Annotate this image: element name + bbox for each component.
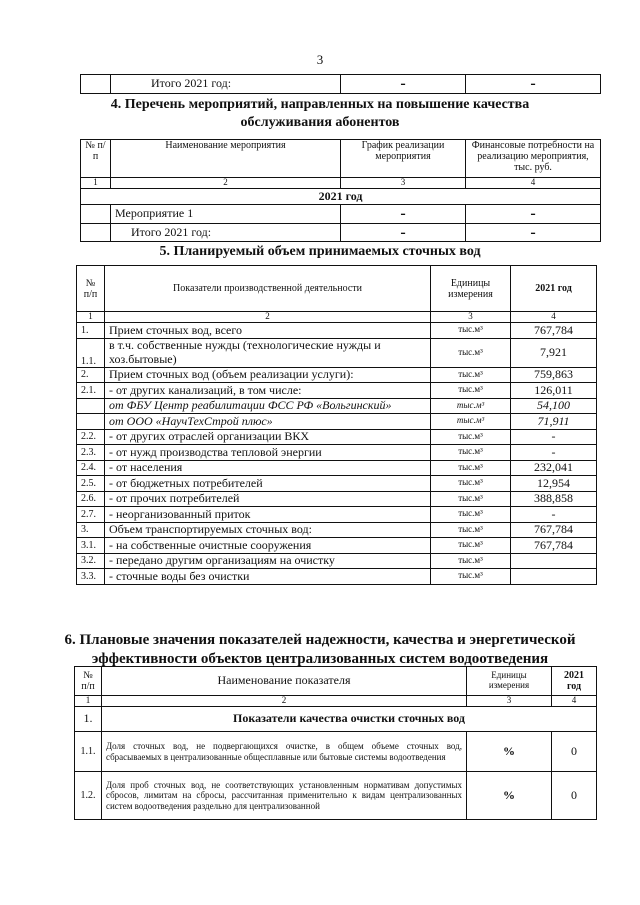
s5-colnum-1: 1: [77, 312, 105, 323]
s5-row-name: - от бюджетных потребителей: [105, 476, 431, 492]
s5-row: [77, 445, 597, 461]
s5-row-name: от ФБУ Центр реабилитации ФСС РФ «Вольгинский»: [105, 398, 431, 414]
s5-row-value: 71,911: [511, 414, 597, 430]
s5-row-value: 767,784: [511, 323, 597, 339]
s4-row-2-v1: -: [341, 223, 466, 242]
s5-row: [77, 323, 597, 339]
s5-row: [77, 460, 597, 476]
top-total-value-1: -: [341, 75, 466, 94]
s5-row-num: [77, 398, 105, 414]
s5-row: [77, 429, 597, 445]
s5-row-value: 767,784: [511, 522, 597, 538]
s5-row-value: 12,954: [511, 476, 597, 492]
s5-row-num: 2.4.: [77, 460, 105, 476]
section-6-table: [74, 666, 597, 820]
s5-row-num: 3.2.: [77, 553, 105, 569]
s5-row-value: 54,100: [511, 398, 597, 414]
page-number: 3: [316, 52, 324, 67]
s5-row-unit: тыс.м³: [431, 522, 511, 538]
s6-colnum-3: 3: [467, 696, 552, 707]
s5-row-value: 126,011: [511, 383, 597, 399]
section-6-heading-line-1: 6. Плановые значения показателей надежности, качества и энергетической: [64, 632, 576, 648]
s6-colnum-2: 2: [102, 696, 467, 707]
s6-header-name-text: Наименование показателя: [217, 673, 351, 688]
top-total-table: [80, 74, 601, 94]
section-4-heading: [0, 96, 640, 131]
s6-header-num: № п/п: [75, 667, 102, 696]
section-4-heading-line-2: обслуживания абонентов: [240, 114, 400, 130]
s6-group-num: 1.: [75, 707, 102, 732]
section-6-heading-line-2: эффективности объектов централизованных систем водоотведения: [91, 650, 549, 667]
s5-row-name: Объем транспортируемых сточных вод:: [105, 522, 431, 538]
s5-row-num: 2.: [77, 367, 105, 383]
s5-row-unit: тыс.м³: [431, 507, 511, 523]
s6-header-unit: Единицы измерения: [467, 667, 552, 696]
s5-row: [77, 569, 597, 585]
s5-row-num: 1.: [77, 323, 105, 339]
s5-row-unit: тыс.м³: [431, 569, 511, 585]
top-total-label: Итого 2021 год:: [111, 75, 341, 94]
s5-row: [77, 491, 597, 507]
s5-row-value: 759,863: [511, 367, 597, 383]
s4-row-2-name: Итого 2021 год:: [111, 223, 341, 242]
s5-row-num: 3.3.: [77, 569, 105, 585]
s4-colnum-2: 2: [111, 178, 341, 189]
s5-row-value: 767,784: [511, 538, 597, 554]
s5-row: [77, 538, 597, 554]
s4-row-1-name: Мероприятие 1: [111, 205, 341, 224]
s5-row-value: -: [511, 445, 597, 461]
s4-year-row: 2021 год: [81, 189, 601, 205]
s6-row-1-value: 0: [552, 732, 597, 772]
s5-row-unit: тыс.м³: [431, 323, 511, 339]
section-4-heading-line-1: 4. Перечень мероприятий, направленных на повышение качества: [110, 97, 530, 112]
s5-row-value: 7,921: [511, 338, 597, 367]
s5-row-name: - сточные воды без очистки: [105, 569, 431, 585]
s5-row-name: - неорганизованный приток: [105, 507, 431, 523]
s4-colnum-1: 1: [81, 178, 111, 189]
s5-row-num: 2.6.: [77, 491, 105, 507]
s5-row-unit: тыс.м³: [431, 367, 511, 383]
s5-row-name: - от других отраслей организации ВКХ: [105, 429, 431, 445]
top-total-value-2: -: [466, 75, 601, 94]
s6-group-title: Показатели качества очистки сточных вод: [102, 707, 597, 732]
s5-row-name: - от других канализаций, в том числе:: [105, 383, 431, 399]
s5-row-num: 1.1.: [77, 338, 105, 367]
s5-row: [77, 383, 597, 399]
s5-row-name: в т.ч. собственные нужды (технологические нужды и хоз.бытовые): [105, 338, 431, 367]
s5-colnum-2: 2: [105, 312, 431, 323]
s5-row: [77, 507, 597, 523]
s5-row-unit: тыс.м³: [431, 383, 511, 399]
s4-row-2-v2: -: [466, 223, 601, 242]
s5-row-name: - передано другим организациям на очистку: [105, 553, 431, 569]
s5-row-value: -: [511, 429, 597, 445]
s4-header-num: № п/п: [81, 140, 111, 178]
s5-row-name: - на собственные очистные сооружения: [105, 538, 431, 554]
s5-row-unit: тыс.м³: [431, 460, 511, 476]
s4-header-name: Наименование мероприятия: [111, 140, 341, 178]
s6-row-2-unit: %: [467, 772, 552, 820]
s5-row-unit: тыс.м³: [431, 398, 511, 414]
s5-row-num: 2.1.: [77, 383, 105, 399]
s5-row: [77, 476, 597, 492]
s5-header-num: № п/п: [77, 266, 105, 312]
s4-header-finance: Финансовые потребности на реализацию мероприятия, тыс. руб.: [466, 140, 601, 178]
s5-row-name: - от нужд производства тепловой энергии: [105, 445, 431, 461]
section-5-heading: 5. Планируемый объем принимаемых сточных вод: [159, 244, 481, 259]
s5-header-unit: Единицы измерения: [431, 266, 511, 312]
s5-header-name: Показатели производственной деятельности: [105, 266, 431, 312]
s5-colnum-4: 4: [511, 312, 597, 323]
s5-row-unit: тыс.м³: [431, 429, 511, 445]
section-5-table: [76, 265, 597, 585]
s5-row-name: - от населения: [105, 460, 431, 476]
s5-row: [77, 522, 597, 538]
s5-row-name: Прием сточных вод, всего: [105, 323, 431, 339]
s6-header-year: 2021 год: [552, 667, 597, 696]
s6-row-1-name: Доля сточных вод, не подвергающихся очистке, в общем объеме сточных вод, сбрасываемых в централизованные общесплавные или бытовые системы водоотведения: [102, 732, 467, 772]
s5-row-value: 388,858: [511, 491, 597, 507]
s5-row: [77, 414, 597, 430]
s5-row-value: 232,041: [511, 460, 597, 476]
s6-colnum-1: 1: [75, 696, 102, 707]
s5-row-value: [511, 569, 597, 585]
top-total-num-cell: [81, 75, 111, 94]
s5-row-num: 2.5.: [77, 476, 105, 492]
s5-row-name: от ООО «НаучТехСтрой плюс»: [105, 414, 431, 430]
s5-row-unit: тыс.м³: [431, 476, 511, 492]
s5-row-unit: тыс.м³: [431, 553, 511, 569]
s4-header-schedule: График реализации мероприятия: [341, 140, 466, 178]
s6-row-1-unit: %: [467, 732, 552, 772]
s5-colnum-3: 3: [431, 312, 511, 323]
s5-row-num: 2.2.: [77, 429, 105, 445]
s5-row-unit: тыс.м³: [431, 338, 511, 367]
s5-row-num: 3.: [77, 522, 105, 538]
s4-row-1-v1: -: [341, 205, 466, 224]
s4-row-1-v2: -: [466, 205, 601, 224]
s5-row-unit: тыс.м³: [431, 538, 511, 554]
s4-colnum-3: 3: [341, 178, 466, 189]
s5-row: [77, 398, 597, 414]
s5-row-name: Прием сточных вод (объем реализации услуги):: [105, 367, 431, 383]
section-4-table: [80, 139, 601, 242]
s6-header-name: [102, 667, 467, 696]
section-6-heading: [0, 631, 640, 669]
s6-row-1-num: 1.1.: [75, 732, 102, 772]
s5-row: [77, 553, 597, 569]
s5-row-num: [77, 414, 105, 430]
s6-colnum-4: 4: [552, 696, 597, 707]
s5-row: [77, 367, 597, 383]
s5-row-unit: тыс.м³: [431, 414, 511, 430]
s5-row-unit: тыс.м³: [431, 491, 511, 507]
s6-row-2-name: Доля проб сточных вод, не соответствующих установленным нормативам допустимых сбросов, лимитам на сбросы, рассчитанная применительно к видам централизованных систем водоотведения раздельно для централизованной: [102, 772, 467, 820]
s5-header-year: 2021 год: [511, 266, 597, 312]
s4-row-2-num: [81, 223, 111, 242]
s5-row-num: 3.1.: [77, 538, 105, 554]
s6-row-2-num: 1.2.: [75, 772, 102, 820]
s6-row-2-value: 0: [552, 772, 597, 820]
s5-row-unit: тыс.м³: [431, 445, 511, 461]
s5-row-num: 2.7.: [77, 507, 105, 523]
s5-row-num: 2.3.: [77, 445, 105, 461]
s4-row-1-num: [81, 205, 111, 224]
s5-row-name: - от прочих потребителей: [105, 491, 431, 507]
s5-row-value: -: [511, 507, 597, 523]
s5-row: [77, 338, 597, 367]
s5-row-value: [511, 553, 597, 569]
s4-colnum-4: 4: [466, 178, 601, 189]
